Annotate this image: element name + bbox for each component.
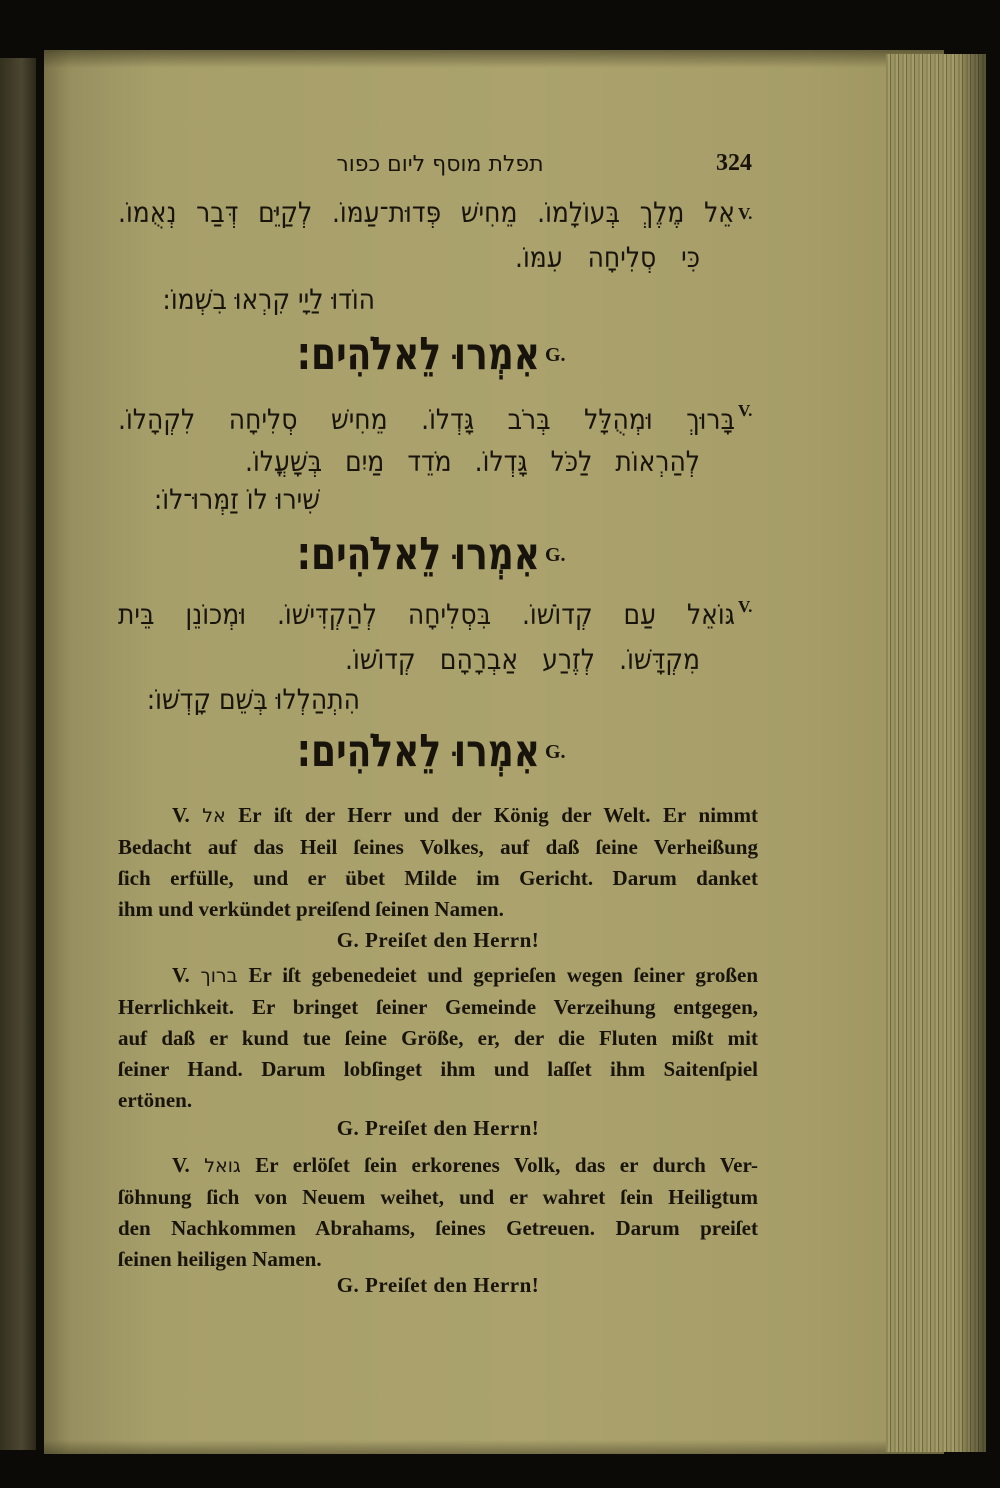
translation-line: ſich erfülle, und er übet Milde im Gericht. Darum danket xyxy=(118,866,758,890)
translation-line: ſeinen heiligen Namen. xyxy=(118,1247,322,1271)
translation-line xyxy=(118,800,758,832)
response-text: Preiſet den Herrn! xyxy=(365,1273,540,1297)
hebrew-keyword: ברוך xyxy=(200,965,238,987)
response-marker: G. xyxy=(336,1116,360,1140)
response-line: הוֹדוּ לַיָי קִרְאוּ בִשְׁמוֹ: xyxy=(162,283,375,316)
translation-line xyxy=(118,960,758,992)
refrain-marker: G. xyxy=(545,741,566,763)
hebrew-keyword: גואל xyxy=(204,1155,241,1177)
paragraph-marker: V. xyxy=(172,803,190,827)
translation-line: Bedacht auf das Heil ſeines Volkes, auf daß ſeine Verheißung xyxy=(118,835,758,859)
translation-line xyxy=(118,1150,758,1182)
translation-paragraph xyxy=(118,960,758,1116)
translation-line: ſöhnung ſich von Neuem weihet, und er wahret ſein Heiligtum xyxy=(118,1185,758,1209)
stanza-marker: V. xyxy=(738,597,753,616)
verse-line: כִּי סְלִיחָה עִמּוֹ. xyxy=(515,241,700,274)
paragraph-marker: V. xyxy=(172,1153,190,1177)
verse-line: בָּרוּךְ וּמְהֻלָּל בְּרֹב גָּדְלוֹ. מֵחִישׁ סְלִיחָה לִקְהָלוֹ. xyxy=(118,403,735,436)
stanza-marker: V. xyxy=(738,401,753,420)
translation-line: ihm und verkündet preiſend ſeinen Namen. xyxy=(118,897,504,921)
response-text: Preiſet den Herrn! xyxy=(365,928,540,952)
refrain-line: אִמְרוּ לֵאלֹהִים: xyxy=(296,328,540,380)
response-marker: G. xyxy=(336,928,360,952)
translation-paragraph xyxy=(118,1150,758,1275)
verse-line: לְהַרְאוֹת לַכֹּל גָּדְלוֹ. מֹדֵד מַיִם בְּשָׁעֳלוֹ. xyxy=(245,445,700,478)
translation-line: ertönen. xyxy=(118,1088,193,1112)
translation-line: ſeiner Hand. Darum lobſinget ihm und laſſet ihm Saitenſpiel xyxy=(118,1057,758,1081)
page-number: 324 xyxy=(716,150,752,176)
refrain-line: אִמְרוּ לֵאלֹהִים: xyxy=(296,725,540,777)
refrain-marker: G. xyxy=(545,344,566,366)
response-line: הִתְהַלְלוּ בְּשֵׁם קָדְשׁוֹ: xyxy=(146,683,360,716)
translation-line: auf daß er kund tue ſeine Größe, er, der die Fluten mißt mit xyxy=(118,1026,758,1050)
translation-text: Er iſt gebenedeiet und geprieſen wegen ſeiner großen xyxy=(248,963,759,987)
hebrew-keyword: אל xyxy=(202,805,226,827)
response-marker: G. xyxy=(336,1273,360,1297)
response-line: שִׁירוּ לוֹ זַמְּרוּ־לוֹ: xyxy=(153,483,320,516)
translation-line: den Nachkommen Abrahams, ſeines Getreuen. Darum preiſet xyxy=(118,1216,758,1240)
paragraph-marker: V. xyxy=(172,963,190,987)
translation-text: Er iſt der Herr und der König der Welt. Er nimmt xyxy=(238,803,759,827)
verse-line: גּוֹאֵל עַם קְדוֹשׁוֹ. בִּסְלִיחָה לְהַקְדִּישׁוֹ. וּמְכוֹנֵן בֵּית xyxy=(118,598,735,631)
congregation-response xyxy=(118,1270,758,1301)
translation-line: Herrlichkeit. Er bringet ſeiner Gemeinde Verzeihung entgegen, xyxy=(118,995,758,1019)
stanza-marker: V. xyxy=(738,204,753,223)
verse-line: מִקְדָּשׁוֹ. לְזֶרַע אַבְרָהָם קְדוֹשׁוֹ. xyxy=(345,643,700,676)
response-text: Preiſet den Herrn! xyxy=(365,1116,540,1140)
congregation-response xyxy=(118,1113,758,1144)
translation-text: Er erlöſet ſein erkorenes Volk, das er durch Ver- xyxy=(255,1153,759,1177)
congregation-response xyxy=(118,925,758,956)
refrain-marker: G. xyxy=(545,544,566,566)
refrain-line: אִמְרוּ לֵאלֹהִים: xyxy=(296,528,540,580)
translation-paragraph xyxy=(118,800,758,925)
verse-line: אֵל מֶלֶךְ בְּעוֹלָמוֹ. מֵחִישׁ פְּדוּת־עַמּוֹ. לְקַיֵּם דְּבַר נְאֻמוֹ. xyxy=(118,196,735,229)
running-header: תפלת מוסף ליום כפור xyxy=(336,152,544,177)
